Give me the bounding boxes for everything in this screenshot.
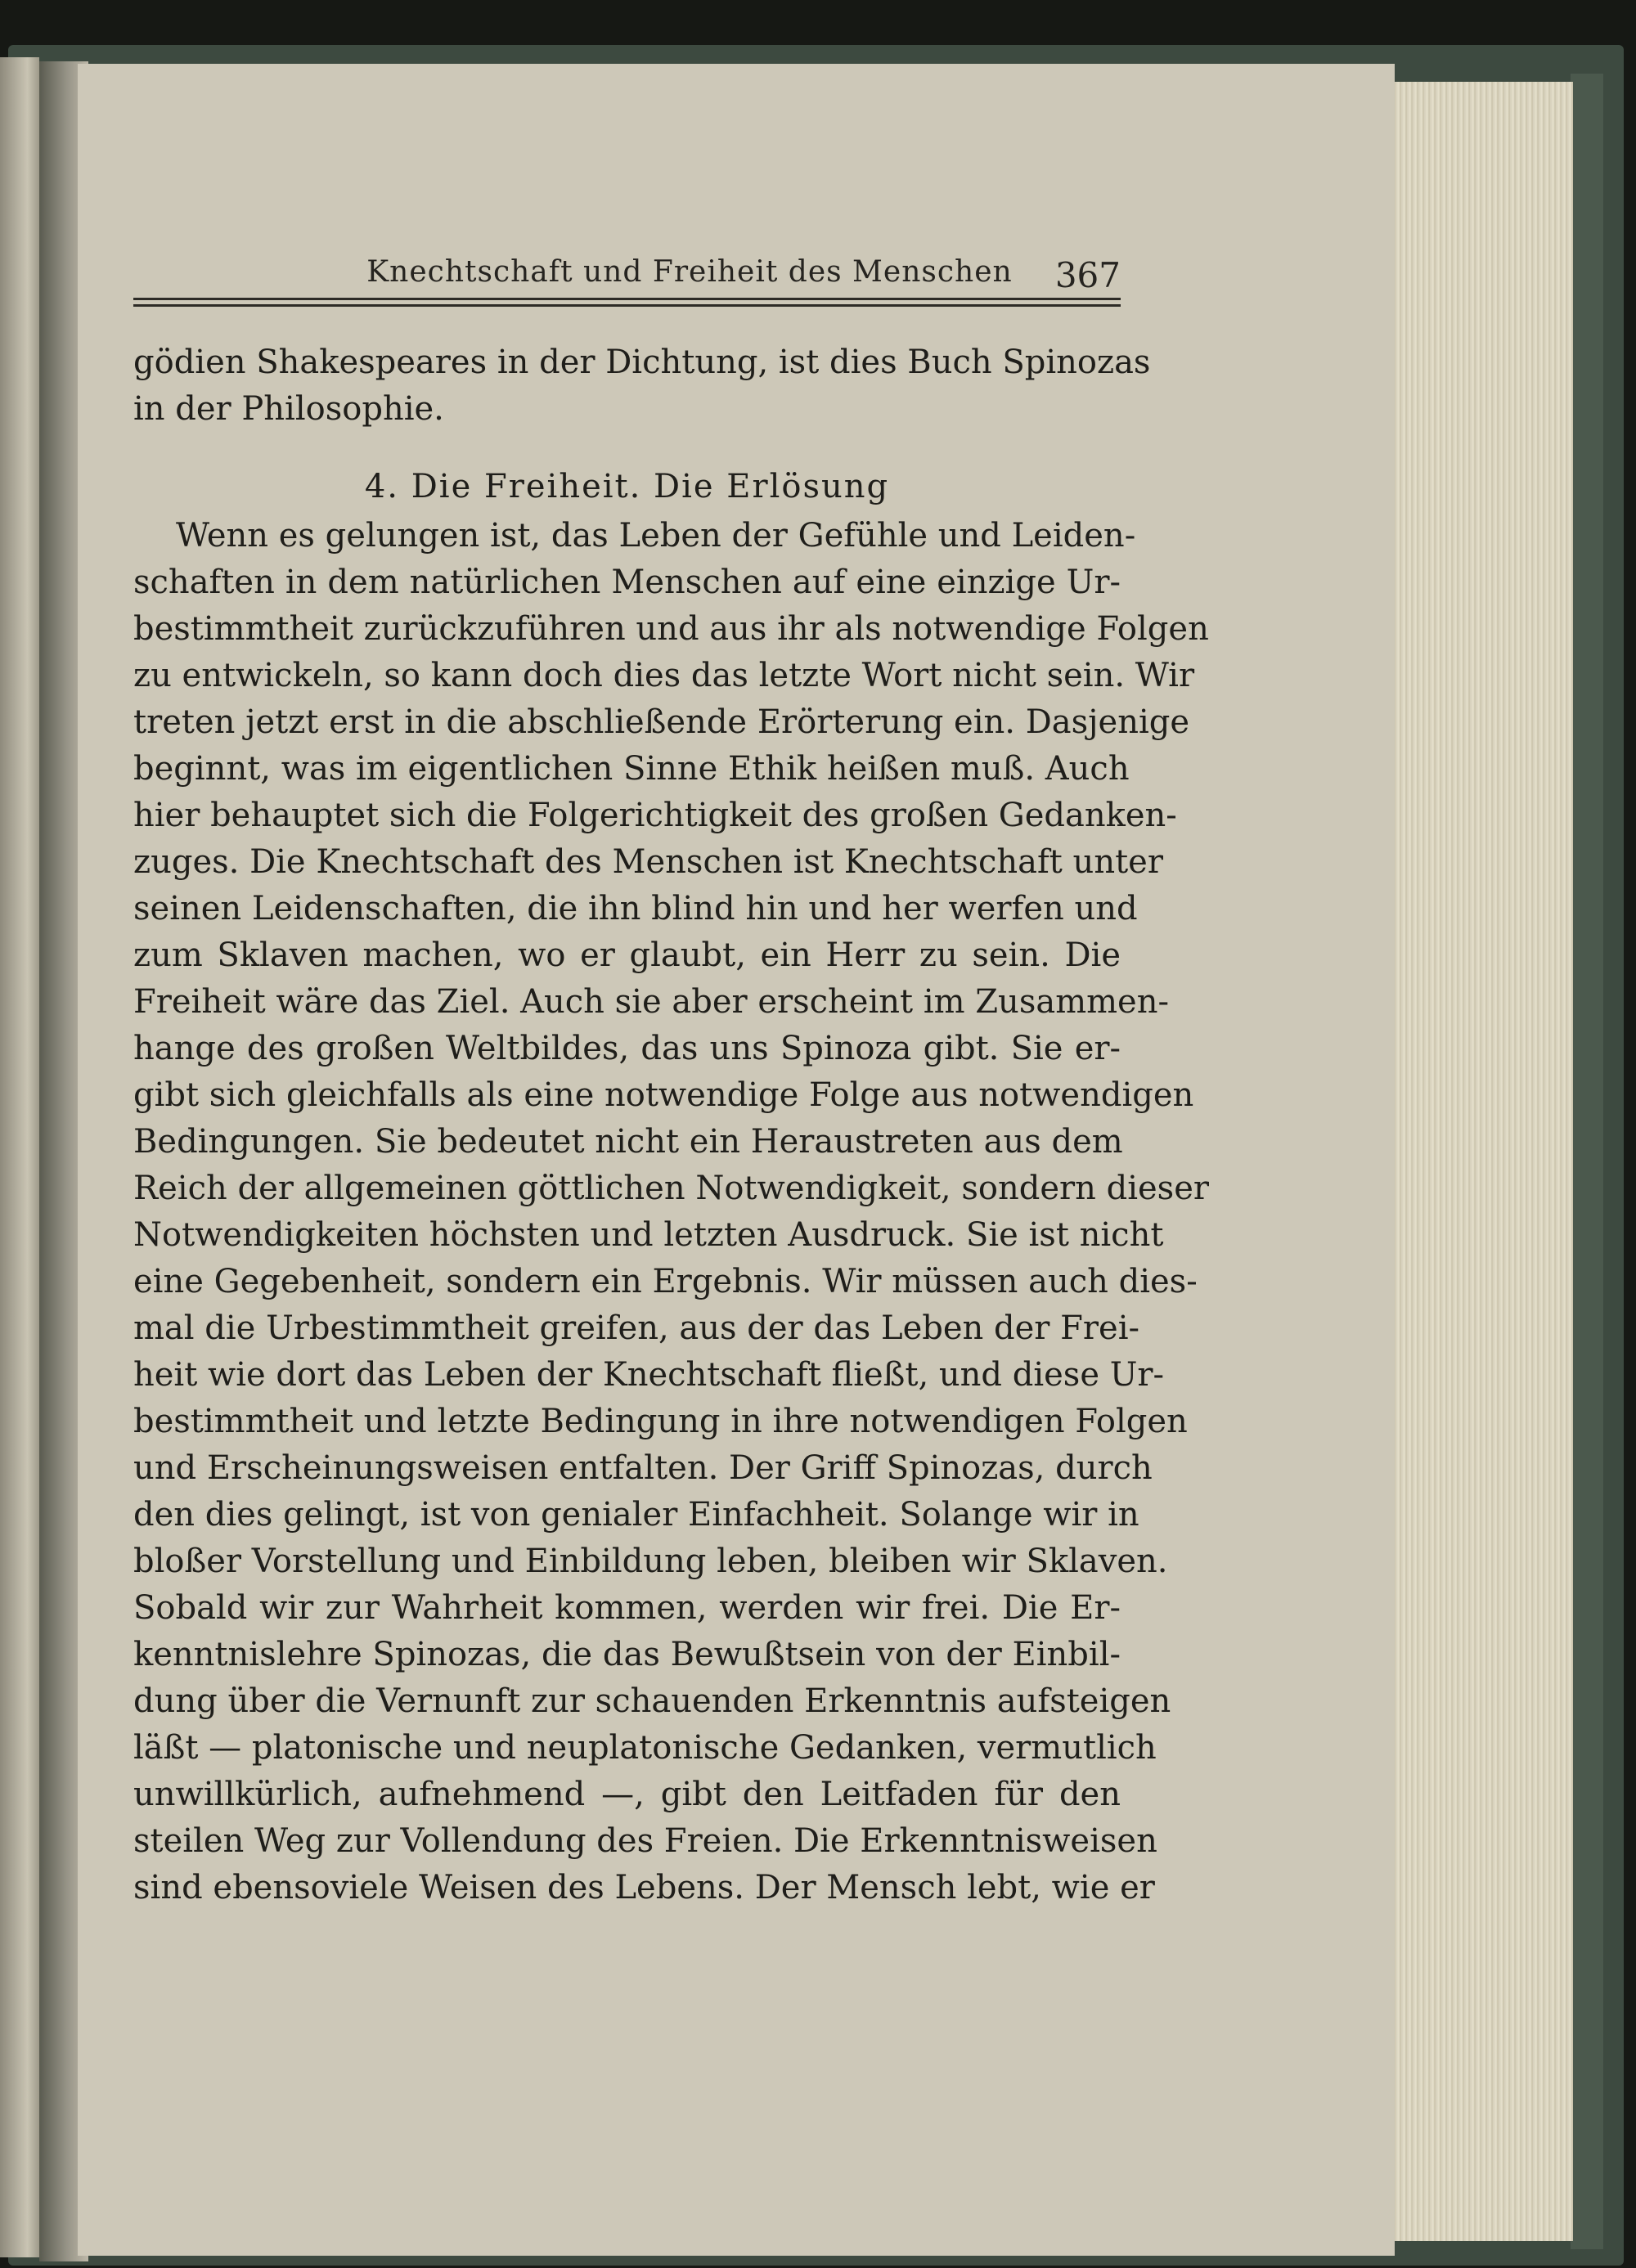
running-title: Knechtschaft und Freiheit des Menschen (366, 255, 1013, 289)
running-head (133, 255, 1121, 304)
text-line: heit wie dort das Leben der Knechtschaft fließt, und diese Ur- (133, 1356, 1165, 1394)
text-line: Notwendigkeiten höchsten und letzten Ausdruck. Sie ist nicht (133, 1216, 1164, 1254)
page-number: 367 (1054, 255, 1121, 295)
text-line: seinen Leidenschaften, die ihn blind hin und her werfen und (133, 890, 1138, 927)
text-line: zuges. Die Knechtschaft des Menschen ist Knechtschaft unter (133, 843, 1163, 881)
text-line: zum Sklaven machen, wo er glaubt, ein Herr zu sein. Die (133, 936, 1121, 974)
text-line: kenntnislehre Spinozas, die das Bewußtsein von der Einbil- (133, 1636, 1121, 1673)
page-body (133, 339, 1209, 1911)
text-line: beginnt, was im eigentlichen Sinne Ethik heißen muß. Auch (133, 750, 1130, 788)
header-rule (133, 304, 1121, 307)
text-line: Freiheit wäre das Ziel. Auch sie aber erscheint im Zusammen- (133, 983, 1169, 1021)
text-line: Bedingungen. Sie bedeutet nicht ein Heraustreten aus dem (133, 1123, 1123, 1161)
header-rule (133, 298, 1121, 300)
text-line: hange des großen Weltbildes, das uns Spinoza gibt. Sie er- (133, 1030, 1121, 1067)
text-line: mal die Urbestimmtheit greifen, aus der das Leben der Frei- (133, 1309, 1139, 1347)
text-line: Reich der allgemeinen göttlichen Notwendigkeit, sondern dieser (133, 1170, 1209, 1207)
text-line: bloßer Vorstellung und Einbildung leben, bleiben wir Sklaven. (133, 1543, 1168, 1580)
text-line: den dies gelingt, ist von genialer Einfachheit. Solange wir in (133, 1496, 1139, 1534)
text-line: gödien Shakespeares in der Dichtung, ist dies Buch Spinozas (133, 344, 1151, 381)
text-line: zu entwickeln, so kann doch dies das letzte Wort nicht sein. Wir (133, 657, 1195, 694)
text-line: hier behauptet sich die Folgerichtigkeit des großen Gedanken- (133, 797, 1177, 834)
text-line: Wenn es gelungen ist, das Leben der Gefühle und Leiden- (176, 517, 1136, 555)
text-line: sind ebensoviele Weisen des Lebens. Der Mensch lebt, wie er (133, 1869, 1155, 1906)
text-line: bestimmtheit und letzte Bedingung in ihre notwendigen Folgen (133, 1403, 1188, 1440)
left-page-edge (0, 57, 39, 2257)
text-line: eine Gegebenheit, sondern ein Ergebnis. Wir müssen auch dies- (133, 1263, 1198, 1300)
section-heading: 4. Die Freiheit. Die Erlösung (364, 468, 890, 505)
text-line: steilen Weg zur Vollendung des Freien. Die Erkenntnisweisen (133, 1822, 1157, 1860)
text-line: läßt — platonische und neuplatonische Gedanken, vermutlich (133, 1729, 1157, 1767)
text-line: dung über die Vernunft zur schauenden Erkenntnis aufsteigen (133, 1682, 1171, 1720)
book-spine (1571, 74, 1603, 2249)
text-line: treten jetzt erst in die abschließende Erörterung ein. Dasjenige (133, 703, 1190, 741)
text-line: unwillkürlich, aufnehmend —, gibt den Leitfaden für den (133, 1776, 1121, 1813)
page-block-edge (1382, 82, 1573, 2241)
text-line: bestimmtheit zurückzuführen und aus ihr als notwendige Folgen (133, 610, 1209, 648)
text-line: in der Philosophie. (133, 390, 444, 428)
text-line: und Erscheinungsweisen entfalten. Der Griff Spinozas, durch (133, 1449, 1153, 1487)
text-line: schaften in dem natürlichen Menschen auf eine einzige Ur- (133, 564, 1121, 601)
text-line: gibt sich gleichfalls als eine notwendige Folge aus notwendigen (133, 1076, 1194, 1114)
text-line: Sobald wir zur Wahrheit kommen, werden wir frei. Die Er- (133, 1589, 1121, 1627)
